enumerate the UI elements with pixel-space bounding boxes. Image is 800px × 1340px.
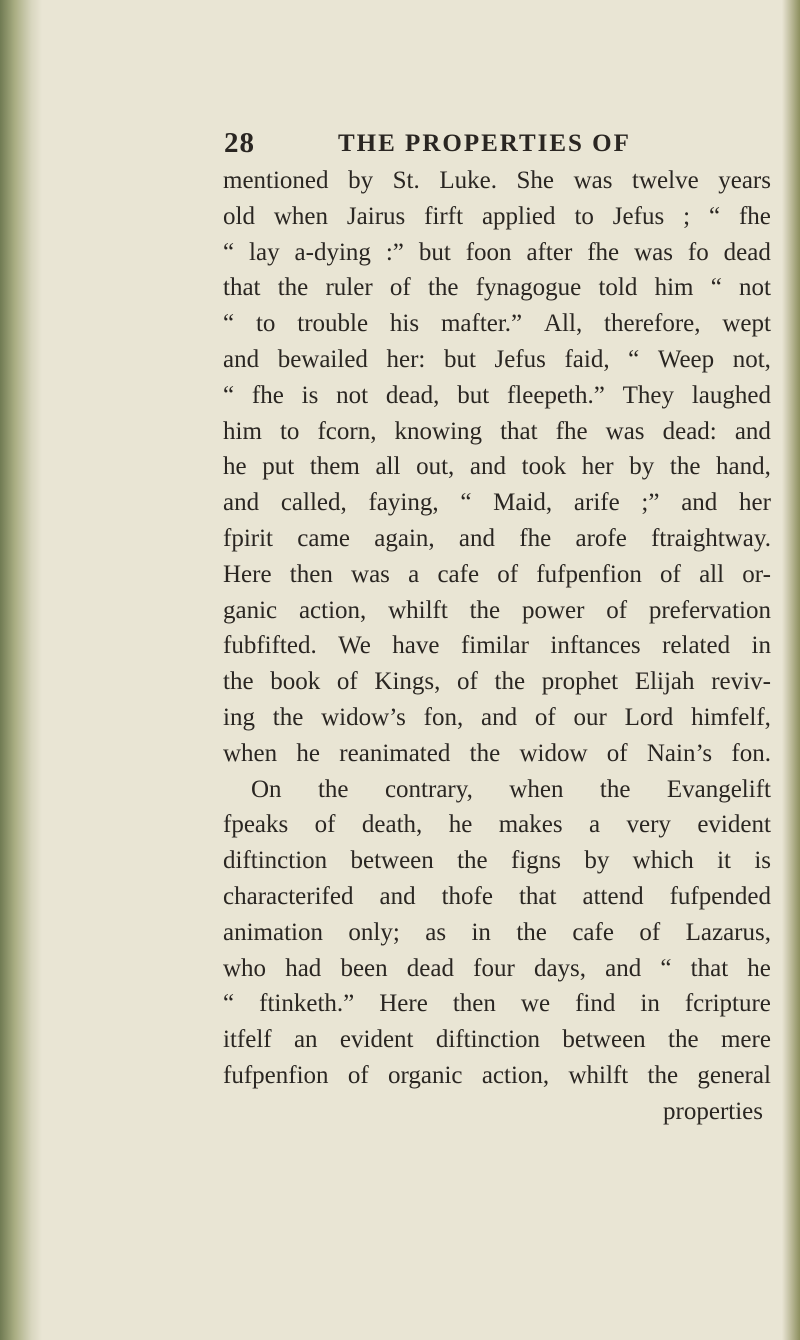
word: fufpended bbox=[669, 882, 771, 910]
word: then bbox=[289, 560, 333, 588]
word: was bbox=[634, 238, 673, 266]
word: put bbox=[262, 453, 295, 481]
word: Maid, bbox=[493, 489, 553, 517]
text-line bbox=[223, 485, 771, 521]
word: him bbox=[654, 274, 694, 302]
word: it bbox=[717, 847, 731, 875]
word: but bbox=[418, 238, 451, 266]
word: had bbox=[285, 954, 322, 982]
word: all bbox=[375, 453, 401, 481]
word: by bbox=[348, 167, 374, 194]
word: he bbox=[747, 954, 771, 982]
word: of bbox=[336, 668, 358, 696]
word: we bbox=[520, 990, 551, 1018]
text-line bbox=[223, 378, 771, 414]
word: between bbox=[562, 1026, 646, 1054]
page-right-edge bbox=[782, 0, 800, 1340]
word: dead bbox=[406, 954, 454, 982]
word: fhe bbox=[519, 524, 552, 552]
word: Jefus bbox=[494, 345, 546, 373]
word: related bbox=[662, 632, 731, 660]
word: action, bbox=[481, 1061, 550, 1089]
word: They bbox=[622, 381, 674, 409]
word: the bbox=[272, 703, 304, 731]
word: called, bbox=[280, 489, 347, 517]
word: applied bbox=[481, 202, 556, 230]
word: dead: bbox=[662, 417, 717, 445]
word: not bbox=[336, 381, 369, 409]
word: animation bbox=[223, 918, 323, 946]
word: fhe bbox=[555, 417, 588, 445]
text-line bbox=[223, 270, 771, 306]
word: ;” bbox=[641, 489, 660, 517]
word: the bbox=[669, 453, 701, 481]
word: “ bbox=[660, 954, 672, 982]
word: Kings, bbox=[374, 668, 441, 696]
word: came bbox=[297, 524, 350, 552]
word: makes bbox=[498, 811, 563, 839]
word: “ bbox=[223, 238, 235, 266]
catchword: properties bbox=[663, 1097, 763, 1125]
word: the bbox=[647, 1061, 679, 1089]
word: the bbox=[427, 274, 459, 302]
word: widow bbox=[519, 739, 588, 767]
word: Lord bbox=[624, 703, 674, 731]
word: of bbox=[534, 703, 556, 731]
word: her bbox=[739, 489, 771, 517]
word: the bbox=[516, 918, 547, 946]
word: wept bbox=[722, 310, 771, 338]
word: and bbox=[681, 489, 718, 517]
word: “ bbox=[223, 310, 235, 338]
word: contrary, bbox=[384, 775, 473, 803]
word: Here bbox=[223, 560, 272, 588]
word: fon, bbox=[423, 703, 464, 731]
word: general bbox=[697, 1061, 771, 1089]
word: is bbox=[754, 847, 771, 875]
word: days, bbox=[533, 954, 587, 982]
word: “ bbox=[710, 274, 722, 302]
word: On bbox=[251, 775, 282, 803]
word: told bbox=[598, 274, 638, 302]
text-line bbox=[223, 342, 771, 378]
text-line bbox=[223, 235, 771, 271]
word: firft bbox=[424, 202, 464, 230]
word: and bbox=[223, 489, 260, 517]
word: fo bbox=[687, 238, 709, 266]
word: Weep bbox=[657, 345, 715, 373]
word: She bbox=[516, 167, 555, 194]
word: fcripture bbox=[684, 990, 771, 1018]
word: by bbox=[629, 453, 655, 481]
word: ftraightway. bbox=[651, 524, 771, 552]
word: mentioned bbox=[223, 167, 329, 194]
word: Luke. bbox=[439, 167, 497, 194]
word: faying, bbox=[368, 489, 439, 517]
text-line bbox=[223, 700, 771, 736]
word: ganic bbox=[223, 596, 278, 624]
text-line bbox=[223, 736, 771, 772]
word: when bbox=[273, 202, 329, 230]
word: of bbox=[314, 811, 336, 839]
word: arofe bbox=[575, 524, 627, 552]
word: “ bbox=[223, 990, 235, 1018]
text-line bbox=[223, 414, 771, 450]
word: whilft bbox=[388, 596, 448, 624]
word: when bbox=[509, 775, 564, 803]
word: Here bbox=[379, 990, 428, 1018]
word: not bbox=[739, 274, 771, 302]
text-line bbox=[223, 664, 771, 700]
text-line bbox=[223, 521, 771, 557]
text-line bbox=[223, 557, 771, 593]
word: thofe bbox=[441, 882, 493, 910]
word: ing bbox=[223, 703, 255, 731]
word: was bbox=[605, 417, 645, 445]
word: of bbox=[389, 274, 411, 302]
word: cafe bbox=[572, 918, 614, 946]
word: hand, bbox=[716, 453, 771, 481]
word: a bbox=[408, 560, 420, 588]
word: We bbox=[338, 632, 371, 660]
word: cafe bbox=[437, 560, 480, 588]
word: and bbox=[481, 703, 518, 731]
word: reviv- bbox=[711, 668, 771, 696]
word: dead, bbox=[385, 381, 440, 409]
word: he bbox=[223, 453, 247, 481]
word: his bbox=[389, 310, 420, 338]
word: Jefus bbox=[612, 202, 665, 230]
word: mere bbox=[720, 1026, 771, 1054]
word: fpeaks bbox=[223, 811, 289, 839]
word: between bbox=[350, 847, 434, 875]
word: he bbox=[296, 739, 321, 767]
word: after bbox=[526, 238, 573, 266]
word: of bbox=[639, 918, 661, 946]
word: our bbox=[573, 703, 607, 731]
page-number: 28 bbox=[224, 127, 255, 159]
word: her bbox=[581, 453, 614, 481]
word: power bbox=[521, 596, 585, 624]
text-line bbox=[223, 986, 771, 1022]
word: not, bbox=[732, 345, 771, 373]
word: fimilar bbox=[460, 632, 529, 660]
word: foon bbox=[465, 238, 512, 266]
word: Evangelift bbox=[666, 775, 771, 803]
word: four bbox=[473, 954, 515, 982]
word: only; bbox=[348, 918, 400, 946]
word: a bbox=[588, 811, 601, 839]
word: arife bbox=[573, 489, 620, 517]
word: in bbox=[640, 990, 660, 1018]
word: to bbox=[255, 310, 276, 338]
word: inftances bbox=[550, 632, 641, 660]
word: to bbox=[574, 202, 594, 230]
word: fhe bbox=[251, 381, 284, 409]
word: death, bbox=[361, 811, 423, 839]
body-text bbox=[223, 163, 771, 1130]
word: diftinction bbox=[223, 847, 328, 875]
text-line bbox=[223, 951, 771, 987]
word: by bbox=[584, 847, 610, 875]
word: in bbox=[751, 632, 771, 660]
text-line bbox=[223, 449, 771, 485]
word: him bbox=[223, 417, 262, 445]
text-line bbox=[223, 843, 771, 879]
word: :” bbox=[385, 238, 404, 266]
word: then bbox=[452, 990, 496, 1018]
word: fon. bbox=[731, 739, 771, 767]
word: twelve bbox=[632, 167, 699, 194]
word: old bbox=[223, 202, 255, 230]
word: of bbox=[347, 1061, 369, 1089]
word: characterifed bbox=[223, 882, 354, 910]
word: that bbox=[223, 274, 261, 302]
text-line bbox=[223, 879, 771, 915]
word: and bbox=[223, 345, 260, 373]
word: organic bbox=[387, 1061, 463, 1089]
word: dead bbox=[723, 238, 771, 266]
word: and bbox=[469, 453, 506, 481]
word: attend bbox=[582, 882, 644, 910]
word: them bbox=[309, 453, 360, 481]
word: All, bbox=[544, 310, 583, 338]
text-line bbox=[223, 1022, 771, 1058]
word: fcorn, bbox=[317, 417, 377, 445]
word: “ bbox=[460, 489, 472, 517]
word: of bbox=[606, 596, 628, 624]
word: a-dying bbox=[294, 238, 371, 266]
word: in bbox=[471, 918, 491, 946]
word: that bbox=[500, 417, 538, 445]
word: he bbox=[448, 811, 473, 839]
word: find bbox=[575, 990, 616, 1018]
word: reanimated bbox=[339, 739, 451, 767]
word: the bbox=[668, 1026, 699, 1054]
word: book bbox=[270, 668, 321, 696]
word: widow’s bbox=[321, 703, 406, 731]
word: “ bbox=[628, 345, 640, 373]
word: faid, bbox=[564, 345, 610, 373]
word: or- bbox=[742, 560, 771, 588]
word: her: bbox=[386, 345, 426, 373]
word: and bbox=[734, 417, 771, 445]
text-line bbox=[223, 807, 771, 843]
word: an bbox=[293, 1026, 318, 1054]
word: ftinketh.” bbox=[259, 990, 355, 1018]
word: lay bbox=[249, 238, 280, 266]
word: fhe bbox=[587, 238, 620, 266]
word: of bbox=[457, 668, 478, 696]
word: Elijah bbox=[634, 668, 695, 696]
word: to bbox=[279, 417, 300, 445]
text-line bbox=[223, 593, 771, 629]
word: took bbox=[521, 453, 567, 481]
word: which bbox=[632, 847, 694, 875]
word: evident bbox=[697, 811, 771, 839]
word: fufpenfion bbox=[223, 1061, 329, 1089]
word: when bbox=[223, 739, 278, 767]
word: St. bbox=[392, 167, 420, 194]
word: of bbox=[660, 560, 681, 588]
running-head: THE PROPERTIES OF bbox=[338, 130, 631, 157]
word: fhe bbox=[738, 202, 771, 230]
word: but bbox=[443, 345, 476, 373]
word: knowing bbox=[394, 417, 483, 445]
word: fubfifted. bbox=[223, 632, 317, 660]
word: was bbox=[351, 560, 390, 588]
word: and bbox=[379, 882, 416, 910]
word: the bbox=[457, 847, 488, 875]
word: Lazarus, bbox=[685, 918, 771, 946]
word: have bbox=[392, 632, 440, 660]
word: fufpenfion bbox=[536, 560, 642, 588]
word: the bbox=[317, 775, 349, 803]
word: action, bbox=[298, 596, 367, 624]
word: of bbox=[497, 560, 519, 588]
word: out, bbox=[416, 453, 455, 481]
word: the bbox=[277, 274, 309, 302]
word: very bbox=[626, 811, 671, 839]
word: but bbox=[457, 381, 490, 409]
word: Jairus bbox=[346, 202, 406, 230]
word: “ bbox=[708, 202, 721, 230]
text-line bbox=[223, 199, 771, 235]
text-line bbox=[223, 915, 771, 951]
word: therefore, bbox=[604, 310, 701, 338]
word: prefervation bbox=[648, 596, 771, 624]
word: “ bbox=[223, 381, 235, 409]
word: the bbox=[223, 668, 254, 696]
word: trouble bbox=[297, 310, 369, 338]
word: fynagogue bbox=[475, 274, 582, 302]
word: was bbox=[573, 167, 613, 194]
word: who bbox=[223, 954, 267, 982]
word: and bbox=[605, 954, 642, 982]
text-line bbox=[223, 306, 771, 342]
word: fleepeth.” bbox=[506, 381, 605, 409]
word: that bbox=[518, 882, 557, 910]
word: Nain’s bbox=[646, 739, 713, 767]
word: the bbox=[469, 596, 501, 624]
word: again, bbox=[374, 524, 435, 552]
word: as bbox=[425, 918, 447, 946]
word: is bbox=[301, 381, 319, 409]
word: ruler bbox=[325, 274, 373, 302]
text-line bbox=[223, 628, 771, 664]
word: all bbox=[699, 560, 725, 588]
word: whilft bbox=[568, 1061, 629, 1089]
word: the bbox=[599, 775, 631, 803]
word: been bbox=[340, 954, 388, 982]
word: fpirit bbox=[223, 524, 273, 552]
word: laughed bbox=[691, 381, 771, 409]
word: that bbox=[690, 954, 729, 982]
word: and bbox=[458, 524, 496, 552]
word: figns bbox=[510, 847, 561, 875]
word: the bbox=[469, 739, 501, 767]
page-left-edge bbox=[0, 0, 42, 1340]
word: itfelf bbox=[223, 1026, 272, 1054]
word: prophet bbox=[541, 668, 619, 696]
word: ; bbox=[683, 202, 691, 230]
word: the bbox=[494, 668, 526, 696]
text-line bbox=[223, 163, 771, 199]
word: of bbox=[606, 739, 628, 767]
word: himfelf, bbox=[691, 703, 771, 731]
word: years bbox=[718, 167, 771, 194]
word: mafter.” bbox=[440, 310, 523, 338]
word: evident bbox=[339, 1026, 414, 1054]
text-line bbox=[223, 772, 771, 808]
text-line bbox=[223, 1058, 771, 1094]
word: diftinction bbox=[435, 1026, 541, 1054]
word: bewailed bbox=[277, 345, 368, 373]
